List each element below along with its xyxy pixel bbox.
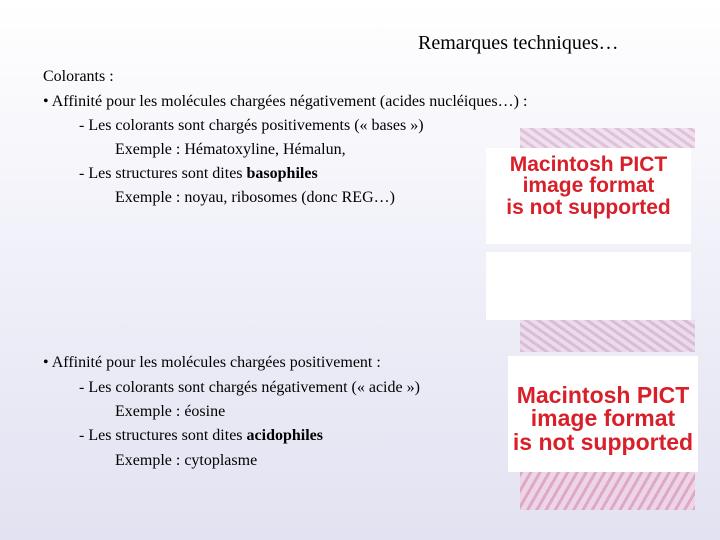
histology-image-top-strip (520, 128, 695, 148)
basophile-term: basophiles (246, 165, 318, 182)
acidophile-prefix: - Les structures sont dites (79, 427, 247, 444)
pict-msg-top-line2: image format (522, 174, 655, 198)
basophile-prefix: - Les structures sont dites (79, 165, 247, 182)
dyes-positive-line: - Les colorants sont chargés positivements (« bases ») (79, 117, 424, 134)
acidophile-line (79, 425, 323, 447)
unsupported-image-placeholder-top (486, 148, 691, 244)
pict-msg-top-line1: Macintosh PICT (509, 153, 668, 176)
unsupported-image-placeholder-bottom (508, 356, 698, 472)
example-eosin: Exemple : éosine (115, 403, 226, 420)
example-nucleus: Exemple : noyau, ribosomes (donc REG…) (115, 189, 395, 206)
bullet-affinity-negative: • Affinité pour les molécules chargées négativement (acides nucléiques…) : (43, 93, 528, 110)
acidophile-term: acidophiles (246, 427, 323, 444)
basophile-line (79, 163, 318, 185)
colorants-heading: Colorants : (43, 68, 114, 85)
pict-msg-top-line3: is not supported (506, 195, 671, 219)
histology-image-middle-strip (520, 320, 695, 352)
bullet-affinity-positive: • Affinité pour les molécules chargées positivement : (43, 354, 381, 371)
pict-msg-bottom-line3: is not supported (512, 428, 694, 455)
dyes-negative-line: - Les colorants sont chargés négativement (« acide ») (79, 379, 420, 396)
example-hematoxylin: Exemple : Hématoxyline, Hémalun, (115, 141, 346, 158)
histology-image-bottom-strip (520, 472, 695, 510)
pict-msg-bottom-line2: image format (530, 405, 676, 432)
example-cytoplasm: Exemple : cytoplasme (115, 452, 258, 469)
blank-image-area (486, 252, 691, 320)
pict-msg-bottom-line1: Macintosh PICT (516, 382, 690, 408)
slide-title: Remarques techniques… (418, 32, 619, 54)
